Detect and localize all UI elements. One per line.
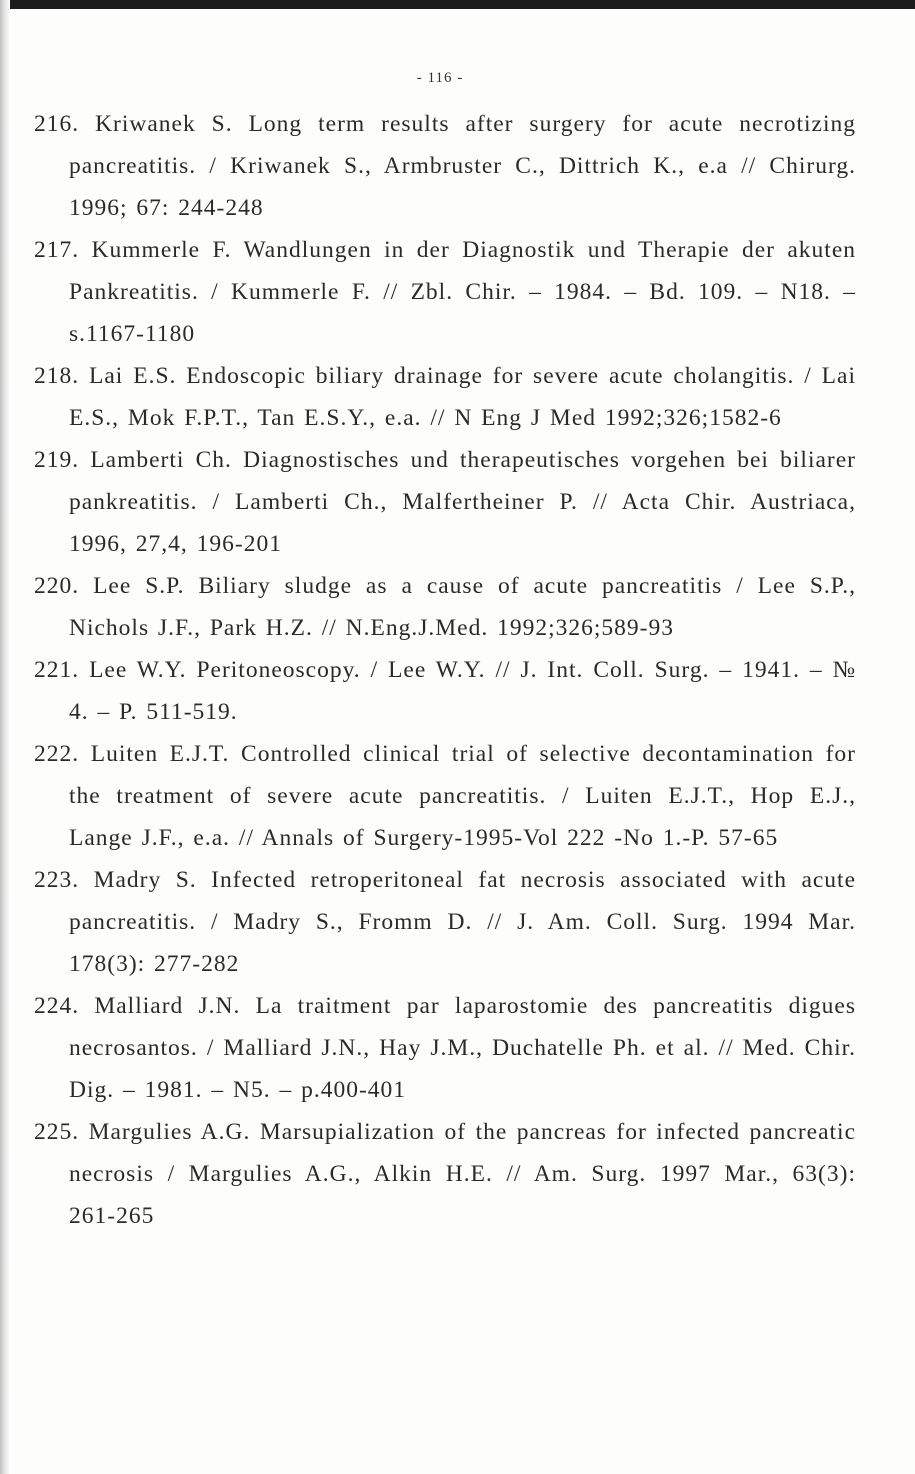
reference-number: 220.	[34, 573, 80, 599]
reference-number: 223.	[34, 867, 80, 893]
reference-number: 221.	[34, 657, 80, 683]
reference-item	[34, 859, 856, 985]
reference-item	[34, 733, 856, 859]
reference-number: 222.	[34, 741, 80, 767]
reference-item	[34, 649, 856, 733]
reference-item	[34, 355, 856, 439]
reference-number: 224.	[34, 993, 80, 1019]
reference-item	[34, 565, 856, 649]
scan-top-edge	[0, 0, 915, 9]
reference-list	[34, 103, 856, 1237]
reference-text: Margulies A.G. Marsupialization of the pancreas for infected pancreatic necrosis / Margulies A.G., Alkin H.E. // Am. Surg. 1997 Mar., 63(3): 261-265	[69, 1119, 856, 1229]
reference-number: 218.	[34, 363, 80, 389]
reference-number: 216.	[34, 111, 80, 137]
reference-item	[34, 1111, 856, 1237]
reference-text: Lai E.S. Endoscopic biliary drainage for severe acute cholangitis. / Lai E.S., Mok F.P.T., Tan E.S.Y., e.a. // N Eng J Med 1992;326;1582-6	[69, 363, 857, 431]
reference-text: Madry S. Infected retroperitoneal fat necrosis associated with acute pancreatitis. / Madry S., Fromm D. // J. Am. Coll. Surg. 1994 Mar. 178(3): 277-282	[69, 867, 857, 977]
reference-text: Luiten E.J.T. Controlled clinical trial of selective decontamination for the treatment of severe acute pancreatitis. / Luiten E.J.T., Hop E.J., Lange J.F., e.a. // Annals of Surgery-1995-Vol 222 -No 1.-P. 57-65	[69, 741, 856, 851]
reference-number: 217.	[34, 237, 80, 263]
reference-item	[34, 439, 856, 565]
reference-text: Kummerle F. Wandlungen in der Diagnostik und Therapie der akuten Pankreatitis. / Kummerle F. // Zbl. Chir. – 1984. – Bd. 109. – N18. – s.1167-1180	[69, 237, 856, 347]
reference-item	[34, 985, 856, 1111]
reference-text: Kriwanek S. Long term results after surgery for acute necrotizing pancreatitis. / Kriwanek S., Armbruster C., Dittrich K., e.a // Chirurg. 1996; 67: 244-248	[69, 111, 856, 221]
reference-item	[34, 229, 856, 355]
reference-item	[34, 103, 856, 229]
reference-text: Lamberti Ch. Diagnostisches und therapeutisches vorgehen bei biliarer pankreatitis. / Lamberti Ch., Malfertheiner P. // Acta Chir. Austriaca, 1996, 27,4, 196-201	[69, 447, 857, 557]
scan-left-edge	[0, 0, 10, 1474]
reference-number: 219.	[34, 447, 80, 473]
reference-text: Malliard J.N. La traitment par laparostomie des pancreatitis digues necrosantos. / Malliard J.N., Hay J.M., Duchatelle Ph. et al. // Med. Chir. Dig. – 1981. – N5. – p.400-401	[69, 993, 856, 1103]
reference-text: Lee W.Y. Peritoneoscopy. / Lee W.Y. // J. Int. Coll. Surg. – 1941. – № 4. – P. 511-519.	[69, 657, 856, 725]
reference-number: 225.	[34, 1119, 80, 1145]
reference-text: Lee S.P. Biliary sludge as a cause of acute pancreatitis / Lee S.P., Nichols J.F., Park H.Z. // N.Eng.J.Med. 1992;326;589-93	[69, 573, 856, 641]
page-number: - 116 -	[416, 70, 464, 86]
